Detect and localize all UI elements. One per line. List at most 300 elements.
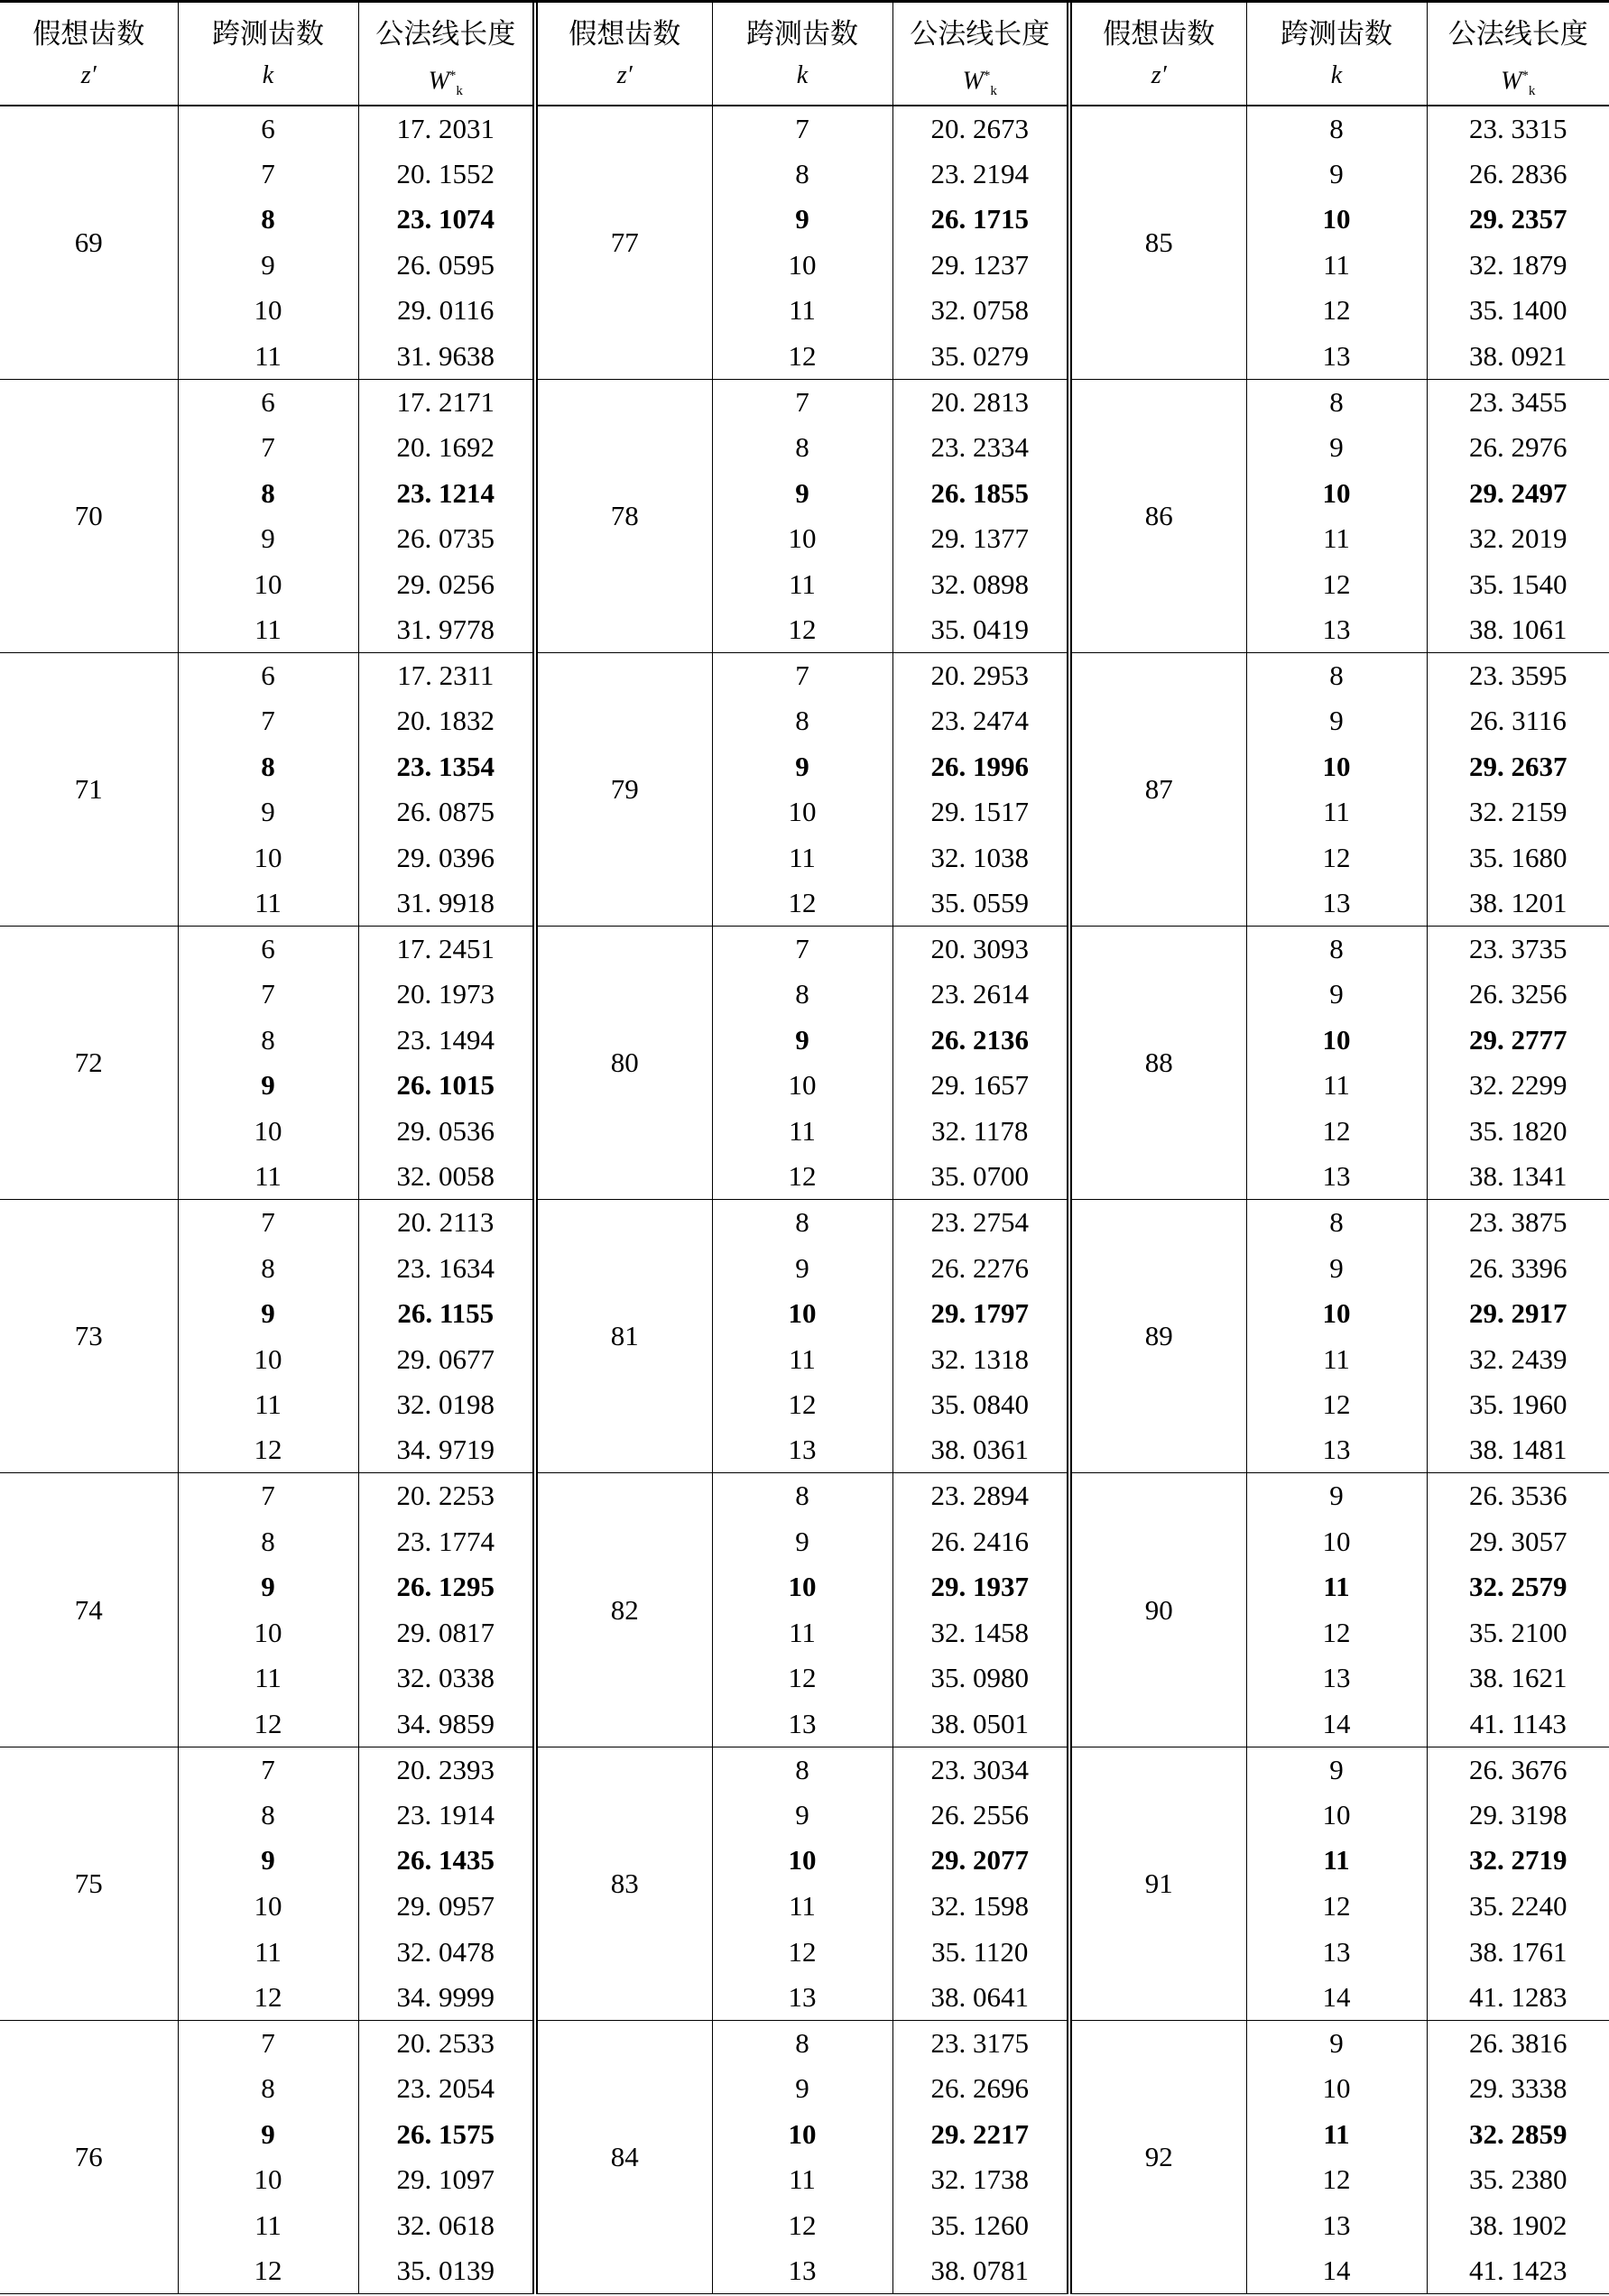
span-count-cell: 9 [712, 1518, 892, 1564]
normal-length-cell: 17. 2451 [358, 927, 535, 973]
normal-length-cell: 20. 2113 [358, 1200, 535, 1246]
span-count-cell: 9 [178, 243, 358, 289]
normal-length-cell: 26. 1575 [358, 2111, 535, 2157]
tooth-count-cell: 69 [0, 106, 178, 379]
span-count-cell: 11 [712, 835, 892, 881]
normal-length-cell: 34. 9999 [358, 1975, 535, 2021]
normal-length-cell: 23. 1634 [358, 1245, 535, 1291]
span-count-cell: 11 [712, 1109, 892, 1155]
normal-length-cell: 29. 2217 [892, 2111, 1069, 2157]
header-label: 跨测齿数 [746, 17, 858, 50]
table-row [0, 1518, 1609, 1564]
normal-length-cell: 32. 1318 [892, 1336, 1069, 1382]
table-row [0, 561, 1609, 607]
table-row [0, 1245, 1609, 1291]
normal-length-cell: 38. 1481 [1427, 1427, 1609, 1473]
normal-length-cell: 29. 2777 [1469, 1023, 1567, 1056]
span-count-cell: 12 [178, 1427, 358, 1473]
table-row [0, 1610, 1609, 1656]
normal-length-cell: 26. 3816 [1469, 2026, 1567, 2059]
symbol-star: * [1521, 68, 1529, 83]
span-count-cell: 11 [712, 1610, 892, 1656]
span-count-cell: 11 [178, 334, 358, 380]
normal-length-cell: 20. 2953 [892, 652, 1069, 698]
normal-length-cell: 20. 2673 [892, 106, 1069, 152]
table-row [0, 197, 1609, 243]
normal-length-cell: 23. 2334 [892, 425, 1069, 471]
span-count-cell: 11 [1246, 1336, 1427, 1382]
normal-length-cell: 23. 3595 [1469, 659, 1567, 691]
span-count-cell: 12 [1246, 1109, 1427, 1155]
span-count-cell: 11 [712, 2157, 892, 2203]
normal-length-cell: 17. 2171 [358, 379, 535, 425]
span-count-cell: 10 [1246, 743, 1427, 789]
table-row [0, 607, 1609, 653]
tooth-count-cell: 72 [0, 927, 178, 1200]
normal-length-cell: 41. 1143 [1427, 1701, 1609, 1747]
tooth-count-cell: 92 [1069, 2020, 1246, 2293]
span-count-cell: 11 [178, 607, 358, 653]
normal-length-cell: 26. 2836 [1469, 157, 1567, 189]
symbol-w: W [428, 66, 449, 95]
span-count-cell: 7 [178, 1747, 358, 1793]
normal-length-cell: 29. 2917 [1469, 1297, 1567, 1330]
tooth-count-cell: 73 [0, 1200, 178, 1473]
normal-length-cell: 26. 0735 [358, 516, 535, 562]
span-count-cell: 13 [1246, 607, 1427, 653]
span-count-cell: 10 [712, 789, 892, 835]
normal-length-cell: 26. 2276 [892, 1245, 1069, 1291]
span-count-cell: 7 [178, 152, 358, 198]
span-count-cell: 11 [178, 1929, 358, 1975]
normal-length-cell: 26. 1855 [892, 470, 1069, 516]
normal-length-cell: 29. 1377 [892, 516, 1069, 562]
span-count-cell: 12 [1246, 835, 1427, 881]
span-count-cell: 8 [1246, 379, 1427, 425]
normal-length-cell: 20. 1832 [358, 698, 535, 744]
normal-length-cell: 29. 3057 [1469, 1525, 1567, 1557]
span-count-cell: 13 [712, 1975, 892, 2021]
tooth-count-cell: 84 [535, 2020, 712, 2293]
header-symbol [893, 56, 1068, 96]
table-row [0, 1793, 1609, 1839]
span-count-cell: 9 [178, 516, 358, 562]
span-count-cell: 12 [712, 2202, 892, 2248]
span-count-cell: 13 [712, 1427, 892, 1473]
span-count-cell: 8 [712, 1473, 892, 1519]
header-label: 跨测齿数 [1281, 17, 1392, 50]
span-count-cell: 9 [178, 1063, 358, 1109]
span-count-cell: 10 [1246, 1018, 1427, 1064]
normal-length-table [0, 3, 1609, 2294]
normal-length-cell: 35. 1540 [1469, 567, 1567, 600]
span-count-cell: 12 [178, 1701, 358, 1747]
span-count-cell: 12 [712, 1154, 892, 1200]
table-row [0, 1200, 1609, 1246]
span-count-cell: 11 [178, 1655, 358, 1701]
normal-length-cell: 32. 0478 [358, 1929, 535, 1975]
normal-length-cell: 29. 0677 [358, 1336, 535, 1382]
symbol-k-sub: k [990, 83, 997, 98]
span-count-cell: 12 [712, 1382, 892, 1428]
tooth-count-cell: 90 [1069, 1473, 1246, 1747]
span-count-cell: 11 [1246, 243, 1427, 289]
normal-length-cell: 35. 1120 [892, 1929, 1069, 1975]
normal-length-cell: 38. 0781 [892, 2248, 1069, 2294]
span-count-cell: 7 [178, 1200, 358, 1246]
normal-length-cell: 32. 1738 [892, 2157, 1069, 2203]
span-count-cell: 8 [712, 2020, 892, 2066]
normal-length-cell: 23. 3175 [892, 2020, 1069, 2066]
header-label: 跨测齿数 [212, 17, 324, 50]
span-count-cell: 10 [178, 288, 358, 334]
normal-length-cell: 20. 2813 [892, 379, 1069, 425]
normal-length-cell: 23. 1074 [358, 197, 535, 243]
tooth-count-cell: 78 [535, 379, 712, 652]
span-count-cell: 12 [1246, 561, 1427, 607]
span-count-cell: 9 [1246, 2020, 1427, 2066]
span-count-cell: 11 [1246, 2111, 1427, 2157]
normal-length-cell: 32. 2719 [1469, 1844, 1567, 1876]
tooth-count-cell: 77 [535, 106, 712, 379]
normal-length-cell: 23. 1354 [358, 743, 535, 789]
normal-length-cell: 31. 9778 [358, 607, 535, 653]
tooth-count-cell: 88 [1069, 927, 1246, 1200]
span-count-cell: 10 [178, 561, 358, 607]
span-count-cell: 8 [178, 743, 358, 789]
normal-length-cell: 35. 1960 [1469, 1388, 1567, 1421]
normal-length-cell: 29. 1237 [892, 243, 1069, 289]
normal-length-cell: 35. 0419 [892, 607, 1069, 653]
normal-length-cell: 29. 2357 [1469, 203, 1567, 235]
header-tooth-count-1 [0, 3, 178, 106]
span-count-cell: 12 [178, 1975, 358, 2021]
span-count-cell: 7 [712, 106, 892, 152]
span-count-cell: 8 [178, 470, 358, 516]
normal-length-cell: 20. 2533 [358, 2020, 535, 2066]
normal-length-cell: 20. 2253 [358, 1473, 535, 1519]
table-row [0, 1838, 1609, 1884]
span-count-cell: 9 [1246, 1473, 1427, 1519]
span-count-cell: 13 [712, 2248, 892, 2294]
header-label: 假想齿数 [569, 17, 681, 50]
normal-length-cell: 26. 2136 [892, 1018, 1069, 1064]
normal-length-cell: 32. 2439 [1469, 1342, 1567, 1375]
header-symbol: z′ [616, 60, 633, 89]
table-row [0, 1018, 1609, 1064]
symbol-w: W [1501, 66, 1522, 95]
tooth-count-cell: 76 [0, 2020, 178, 2293]
span-count-cell: 9 [178, 2111, 358, 2157]
table-row [0, 379, 1609, 425]
span-count-cell: 9 [1246, 152, 1427, 198]
span-count-cell: 11 [1246, 516, 1427, 562]
normal-length-cell: 32. 1458 [892, 1610, 1069, 1656]
span-count-cell: 11 [1246, 1838, 1427, 1884]
normal-length-cell: 26. 0595 [358, 243, 535, 289]
normal-length-cell: 26. 3256 [1469, 978, 1567, 1010]
normal-length-cell: 26. 3676 [1469, 1753, 1567, 1785]
normal-length-cell: 38. 1761 [1469, 1935, 1567, 1968]
span-count-cell: 10 [1246, 1291, 1427, 1337]
normal-length-cell: 29. 3198 [1469, 1798, 1567, 1830]
normal-length-cell: 32. 0898 [892, 561, 1069, 607]
span-count-cell: 9 [1246, 425, 1427, 471]
tooth-count-cell: 82 [535, 1473, 712, 1747]
normal-length-cell: 26. 1715 [892, 197, 1069, 243]
span-count-cell: 11 [178, 881, 358, 927]
normal-length-cell: 23. 3315 [1469, 112, 1567, 144]
table-row [0, 2066, 1609, 2112]
span-count-cell: 13 [1246, 1655, 1427, 1701]
table-row [0, 334, 1609, 380]
span-count-cell: 10 [712, 1291, 892, 1337]
table-row [0, 288, 1609, 334]
normal-length-cell: 29. 1657 [892, 1063, 1069, 1109]
normal-length-cell: 23. 1914 [358, 1793, 535, 1839]
span-count-cell: 9 [712, 1018, 892, 1064]
span-count-cell: 12 [178, 2248, 358, 2294]
span-count-cell: 12 [1246, 288, 1427, 334]
span-count-cell: 9 [712, 743, 892, 789]
normal-length-cell: 31. 9918 [358, 881, 535, 927]
normal-length-cell: 20. 1692 [358, 425, 535, 471]
span-count-cell: 6 [178, 927, 358, 973]
span-count-cell: 8 [1246, 1200, 1427, 1246]
normal-length-cell: 23. 3875 [1469, 1206, 1567, 1239]
normal-length-cell: 17. 2311 [358, 652, 535, 698]
normal-length-cell: 26. 1295 [358, 1564, 535, 1610]
symbol-star: * [983, 68, 991, 83]
normal-length-cell: 26. 1996 [892, 743, 1069, 789]
span-count-cell: 7 [178, 698, 358, 744]
normal-length-cell: 26. 2976 [1469, 430, 1567, 463]
normal-length-cell: 38. 1201 [1427, 881, 1609, 927]
normal-length-cell: 34. 9719 [358, 1427, 535, 1473]
normal-length-cell: 32. 1178 [892, 1109, 1069, 1155]
header-span-count-1 [178, 3, 358, 106]
table-body [0, 106, 1609, 2294]
table-row [0, 1655, 1609, 1701]
span-count-cell: 9 [1246, 1245, 1427, 1291]
span-count-cell: 9 [178, 1291, 358, 1337]
tooth-count-cell: 75 [0, 1747, 178, 2020]
span-count-cell: 10 [712, 1838, 892, 1884]
span-count-cell: 9 [178, 789, 358, 835]
normal-length-cell: 23. 2754 [892, 1200, 1069, 1246]
normal-length-cell: 35. 0279 [892, 334, 1069, 380]
normal-length-cell: 32. 1598 [892, 1884, 1069, 1930]
span-count-cell: 11 [712, 561, 892, 607]
normal-length-cell: 38. 0361 [892, 1427, 1069, 1473]
table-row [0, 106, 1609, 152]
span-count-cell: 11 [1246, 1564, 1427, 1610]
tooth-count-cell: 79 [535, 652, 712, 926]
span-count-cell: 8 [712, 1747, 892, 1793]
table-row [0, 470, 1609, 516]
table-row [0, 972, 1609, 1018]
normal-length-cell: 26. 1435 [358, 1838, 535, 1884]
normal-length-cell: 26. 1155 [358, 1291, 535, 1337]
normal-length-cell: 38. 1061 [1427, 607, 1609, 653]
normal-length-cell: 29. 2077 [892, 1838, 1069, 1884]
span-count-cell: 6 [178, 652, 358, 698]
table-row [0, 2111, 1609, 2157]
normal-length-cell: 26. 0875 [358, 789, 535, 835]
normal-length-cell: 32. 1038 [892, 835, 1069, 881]
header-symbol [359, 56, 533, 96]
span-count-cell: 12 [712, 1929, 892, 1975]
normal-length-cell: 32. 0618 [358, 2202, 535, 2248]
normal-length-cell: 29. 2497 [1469, 476, 1567, 509]
span-count-cell: 12 [1246, 2157, 1427, 2203]
header-label: 公法线长度 [375, 17, 516, 50]
span-count-cell: 8 [1246, 652, 1427, 698]
span-count-cell: 9 [712, 1793, 892, 1839]
normal-length-cell: 23. 2894 [892, 1473, 1069, 1519]
span-count-cell: 10 [1246, 2066, 1427, 2112]
header-label: 假想齿数 [1103, 17, 1216, 50]
normal-length-cell: 32. 2859 [1469, 2117, 1567, 2150]
table-row [0, 1473, 1609, 1519]
span-count-cell: 14 [1246, 1701, 1427, 1747]
normal-length-cell: 23. 1214 [358, 470, 535, 516]
span-count-cell: 7 [178, 1473, 358, 1519]
span-count-cell: 13 [1246, 2202, 1427, 2248]
table-row [0, 2020, 1609, 2066]
header-label: 公法线长度 [1447, 17, 1588, 50]
span-count-cell: 9 [1246, 1747, 1427, 1793]
tooth-count-cell: 81 [535, 1200, 712, 1473]
span-count-cell: 6 [178, 379, 358, 425]
normal-length-cell: 38. 1621 [1469, 1662, 1567, 1694]
normal-length-cell: 35. 0559 [892, 881, 1069, 927]
span-count-cell: 10 [178, 1610, 358, 1656]
normal-length-cell: 29. 1517 [892, 789, 1069, 835]
span-count-cell: 8 [178, 1793, 358, 1839]
span-count-cell: 7 [712, 379, 892, 425]
span-count-cell: 9 [1246, 972, 1427, 1018]
header-tooth-count-2 [535, 3, 712, 106]
normal-length-cell: 32. 0338 [358, 1655, 535, 1701]
normal-length-cell: 35. 2240 [1469, 1889, 1567, 1922]
span-count-cell: 9 [178, 1838, 358, 1884]
span-count-cell: 12 [712, 334, 892, 380]
tooth-count-cell: 85 [1069, 106, 1246, 379]
span-count-cell: 13 [1246, 334, 1427, 380]
table-row [0, 152, 1609, 198]
span-count-cell: 8 [712, 152, 892, 198]
normal-length-cell: 35. 2380 [1469, 2163, 1567, 2196]
normal-length-cell: 35. 1680 [1469, 841, 1567, 873]
span-count-cell: 11 [178, 2202, 358, 2248]
symbol-k-sub: k [1528, 83, 1536, 98]
normal-length-cell: 35. 2100 [1469, 1616, 1567, 1648]
tooth-count-cell: 71 [0, 652, 178, 926]
normal-length-cell: 35. 1820 [1469, 1114, 1567, 1147]
normal-length-cell: 29. 0957 [358, 1884, 535, 1930]
span-count-cell: 8 [712, 425, 892, 471]
span-count-cell: 9 [712, 470, 892, 516]
header-label: 假想齿数 [32, 17, 145, 50]
normal-length-cell: 29. 3338 [1469, 2072, 1567, 2105]
span-count-cell: 12 [712, 1655, 892, 1701]
symbol-k-sub: k [456, 83, 463, 98]
normal-length-cell: 29. 0536 [358, 1109, 535, 1155]
span-count-cell: 10 [1246, 1518, 1427, 1564]
normal-length-cell: 23. 3034 [892, 1747, 1069, 1793]
table-row [0, 698, 1609, 744]
normal-length-cell: 35. 0139 [358, 2248, 535, 2294]
normal-length-cell: 29. 0116 [358, 288, 535, 334]
span-count-cell: 11 [1246, 1063, 1427, 1109]
normal-length-cell: 26. 2556 [892, 1793, 1069, 1839]
span-count-cell: 8 [1246, 106, 1427, 152]
span-count-cell: 10 [712, 2111, 892, 2157]
normal-length-cell: 23. 2474 [892, 698, 1069, 744]
tooth-count-cell: 80 [535, 927, 712, 1200]
span-count-cell: 13 [1246, 1929, 1427, 1975]
table-row [0, 1701, 1609, 1747]
normal-length-cell: 29. 1097 [358, 2157, 535, 2203]
table-row [0, 652, 1609, 698]
normal-length-cell: 20. 3093 [892, 927, 1069, 973]
span-count-cell: 11 [712, 1884, 892, 1930]
span-count-cell: 9 [712, 1245, 892, 1291]
tooth-count-cell: 83 [535, 1747, 712, 2020]
span-count-cell: 10 [712, 516, 892, 562]
span-count-cell: 6 [178, 106, 358, 152]
normal-length-cell: 32. 0198 [358, 1382, 535, 1428]
normal-length-cell: 38. 0921 [1427, 334, 1609, 380]
tooth-count-cell: 86 [1069, 379, 1246, 652]
table-row [0, 425, 1609, 471]
normal-length-cell: 26. 2696 [892, 2066, 1069, 2112]
normal-length-cell: 26. 3116 [1469, 705, 1567, 737]
normal-length-cell: 26. 2416 [892, 1518, 1069, 1564]
symbol-star: * [448, 68, 457, 83]
normal-length-cell: 38. 0501 [892, 1701, 1069, 1747]
span-count-cell: 8 [178, 1018, 358, 1064]
span-count-cell: 12 [1246, 1382, 1427, 1428]
span-count-cell: 12 [712, 881, 892, 927]
normal-length-cell: 29. 1797 [892, 1291, 1069, 1337]
span-count-cell: 9 [178, 1564, 358, 1610]
normal-length-cell: 17. 2031 [358, 106, 535, 152]
normal-length-cell: 20. 2393 [358, 1747, 535, 1793]
table-row [0, 1291, 1609, 1337]
header-normal-length-3 [1427, 3, 1609, 106]
normal-length-cell: 32. 0058 [358, 1154, 535, 1200]
normal-length-cell: 38. 0641 [892, 1975, 1069, 2021]
table-row [0, 2202, 1609, 2248]
tooth-count-cell: 70 [0, 379, 178, 652]
table-row [0, 881, 1609, 927]
header-symbol: k [796, 60, 809, 89]
span-count-cell: 10 [1246, 1793, 1427, 1839]
header-span-count-3 [1246, 3, 1427, 106]
normal-length-cell: 23. 3455 [1469, 385, 1567, 418]
normal-length-cell: 29. 2637 [1469, 750, 1567, 782]
span-count-cell: 13 [1246, 1427, 1427, 1473]
table-row [0, 2248, 1609, 2294]
span-count-cell: 12 [1246, 1884, 1427, 1930]
normal-length-cell: 35. 1260 [892, 2202, 1069, 2248]
span-count-cell: 9 [712, 2066, 892, 2112]
table-row [0, 1884, 1609, 1930]
span-count-cell: 8 [178, 2066, 358, 2112]
normal-length-cell: 26. 3536 [1469, 1480, 1567, 1512]
